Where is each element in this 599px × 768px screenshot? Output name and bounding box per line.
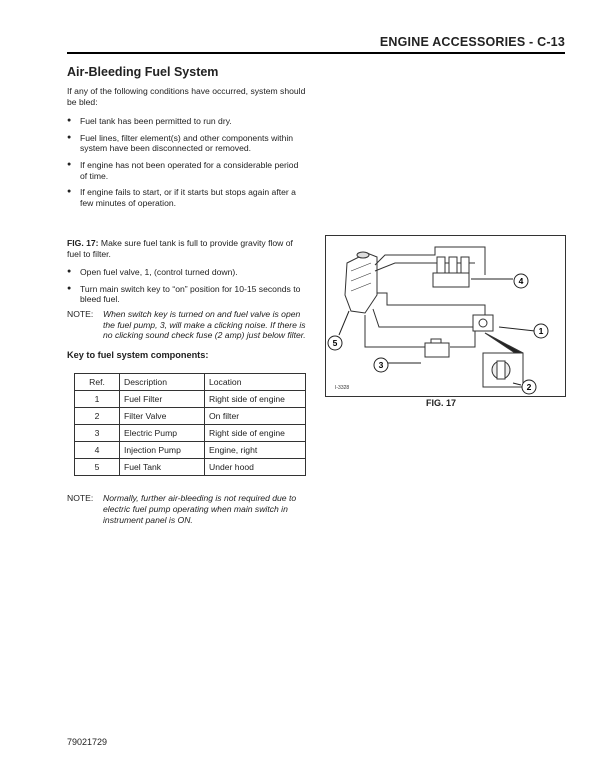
note-clicking-noise bbox=[67, 309, 307, 341]
note-text: When switch key is turned on and fuel valve is open the fuel pump, 3, will make a clicking noise. If there is no clicking sound check fuse (2 amp) just below filter. bbox=[103, 308, 306, 341]
column-header: Location bbox=[205, 374, 306, 391]
procedure-block bbox=[67, 238, 307, 525]
table-row bbox=[75, 391, 306, 408]
conditions-list bbox=[67, 116, 307, 208]
note-air-bleeding bbox=[67, 493, 307, 525]
table-cell: 3 bbox=[75, 425, 120, 442]
table-cell: Right side of engine bbox=[205, 391, 306, 408]
note-label: NOTE: bbox=[67, 308, 94, 319]
table-cell: 2 bbox=[75, 408, 120, 425]
callout-label: 1 bbox=[538, 326, 544, 336]
list-item: ● Turn main switch key to “on” position for 10-15 seconds to bleed fuel. bbox=[67, 284, 307, 305]
document-number: 79021729 bbox=[67, 737, 108, 747]
figure-reference: FIG. 17: bbox=[67, 238, 99, 248]
callout-label: 5 bbox=[332, 338, 338, 348]
table-cell: 5 bbox=[75, 459, 120, 476]
injection-pump-illustration bbox=[433, 257, 469, 287]
list-item: ● Fuel tank has been permitted to run dry. bbox=[67, 116, 307, 127]
callout-label: 3 bbox=[378, 360, 384, 370]
table-cell: Fuel Filter bbox=[120, 391, 205, 408]
list-item: ● If engine has not been operated for a considerable period of time. bbox=[67, 160, 307, 181]
table-header-row bbox=[75, 374, 306, 391]
callout-label: 4 bbox=[518, 276, 524, 286]
column-header: Description bbox=[120, 374, 205, 391]
table-cell: On filter bbox=[205, 408, 306, 425]
table-row bbox=[75, 459, 306, 476]
table-cell: Injection Pump bbox=[120, 442, 205, 459]
figure-image-id: I-3328 bbox=[335, 385, 350, 391]
steps-list bbox=[67, 267, 307, 305]
table-cell: Right side of engine bbox=[205, 425, 306, 442]
table-cell: 4 bbox=[75, 442, 120, 459]
procedure-instruction: Make sure fuel tank is full to provide gravity flow of fuel to filter. bbox=[67, 238, 293, 259]
list-item: ● Fuel lines, filter element(s) and other components within system have been disconnected or removed. bbox=[67, 133, 307, 154]
list-item: ● Open fuel valve, 1, (control turned down). bbox=[67, 267, 307, 278]
fuel-filter-illustration bbox=[473, 315, 493, 331]
table-row bbox=[75, 442, 306, 459]
header-rule bbox=[67, 52, 565, 54]
table-cell: 1 bbox=[75, 391, 120, 408]
intro-block bbox=[67, 86, 307, 214]
key-title: Key to fuel system components: bbox=[67, 349, 209, 360]
note-label: NOTE: bbox=[67, 493, 94, 504]
page-header-title: ENGINE ACCESSORIES - C-13 bbox=[379, 35, 565, 49]
note-text: Normally, further air-bleeding is not required due to electric fuel pump operating when main switch in instrument panel is ON. bbox=[103, 493, 297, 525]
procedure-text bbox=[67, 238, 307, 259]
list-item: ● If engine fails to start, or if it starts but stops again after a few minutes of operation. bbox=[67, 187, 307, 208]
table-row bbox=[75, 425, 306, 442]
figure-caption: FIG. 17 bbox=[426, 398, 457, 408]
callout-label: 2 bbox=[526, 382, 532, 392]
intro-text: If any of the following conditions have occurred, system should be bled: bbox=[67, 86, 306, 107]
column-header: Ref. bbox=[75, 374, 120, 391]
table-row bbox=[75, 408, 306, 425]
table-cell: Electric Pump bbox=[120, 425, 205, 442]
fuel-system-diagram bbox=[325, 235, 566, 397]
section-title: Air-Bleeding Fuel System bbox=[67, 65, 219, 79]
table-cell: Filter Valve bbox=[120, 408, 205, 425]
table-cell: Engine, right bbox=[205, 442, 306, 459]
table-cell: Fuel Tank bbox=[120, 459, 205, 476]
components-table bbox=[74, 373, 306, 476]
table-cell: Under hood bbox=[205, 459, 306, 476]
